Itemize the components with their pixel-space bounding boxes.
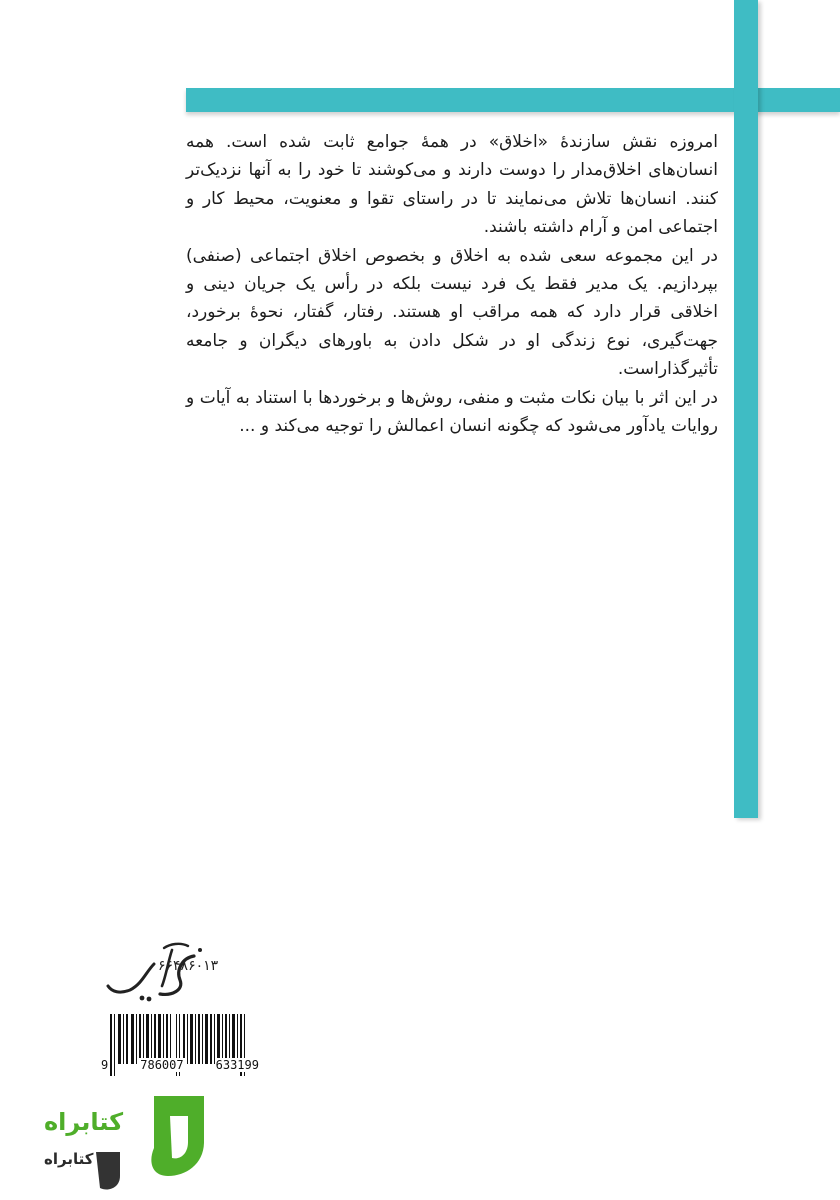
ketabrah-wordmark: کتابراه bbox=[44, 1108, 124, 1136]
ketabrah-logo-icon bbox=[56, 1092, 216, 1192]
isbn-digit-group-3: 633199 bbox=[215, 1058, 259, 1072]
description-paragraph-2: در این مجموعه سعی شده به اخلاق و بخصوص اخلاق اجتماعی (صنفی) بپردازیم. یک مدیر فقط یک فرد نیست بلکه در رأس یک جریان دینی و اخلاقی قرار دارد که همه مراقب او هستند. رفتار، گفتار، نحوۀ برخورد، جهت‌گیری، نوع زندگی او در شکل دادن به باورهای دیگران و جامعه تأثیرگذاراست. bbox=[186, 245, 718, 380]
description-paragraph-3: در این اثر با بیان نکات مثبت و منفی، روش‌ها و برخوردها با استناد به آیات و روایات یادآور می‌شود که چگونه انسان اعمالش را توجیه می‌کند و ... bbox=[186, 387, 718, 437]
publisher-logo-text: آرمان bbox=[102, 921, 140, 940]
description-paragraph-1: امروزه نقش سازندۀ «اخلاق» در همۀ جوامع ثابت شده است. همه انسان‌های اخلاق‌مدار را دوست دارند و می‌کوشند تا خود را به آنها نزدیک‌تر کنند. انسان‌ها تلاش می‌نمایند تا در راستای تقوا و معنویت، محیط کار و اجتماعی امن و آرام داشته باشند. bbox=[186, 132, 718, 238]
back-cover-description bbox=[186, 128, 718, 440]
accent-bar-vertical bbox=[734, 0, 758, 818]
isbn-digit-group-2: 786007 bbox=[140, 1058, 184, 1072]
publisher-phone: ۶۶۴۸۶۰۱۳ bbox=[158, 958, 219, 974]
isbn-digit-group-1: 9 bbox=[101, 1058, 109, 1072]
isbn-digits bbox=[100, 1058, 260, 1072]
ketabrah-wordmark-small: کتابراه bbox=[44, 1150, 94, 1168]
